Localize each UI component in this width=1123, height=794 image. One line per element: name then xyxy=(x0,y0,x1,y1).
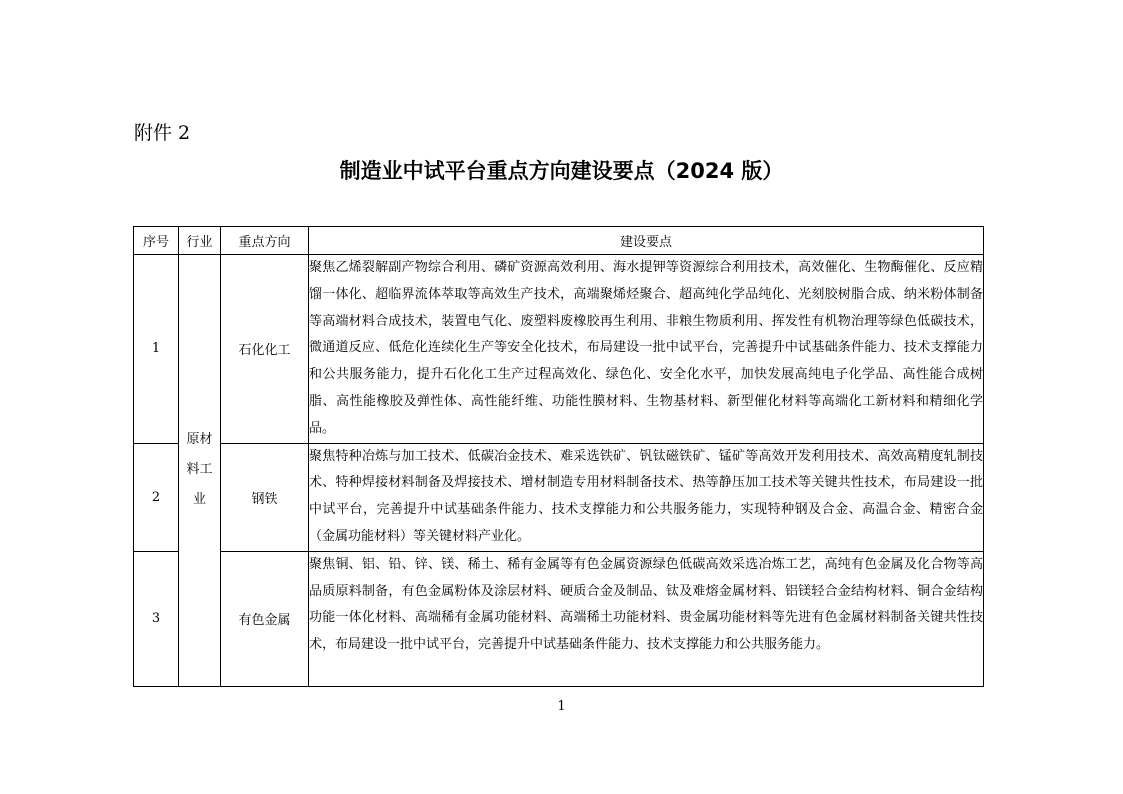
key-direction: 钢铁 xyxy=(221,443,309,551)
table-row xyxy=(134,551,984,686)
document-title: 制造业中试平台重点方向建设要点（2024 版） xyxy=(339,159,784,183)
table-row xyxy=(134,255,984,444)
column-header-no: 序号 xyxy=(134,227,179,255)
construction-points: 聚焦乙烯裂解副产物综合利用、磷矿资源高效利用、海水提钾等资源综合利用技术，高效催化、生物酶催化、反应精馏一体化、超临界流体萃取等高效生产技术，高端聚烯烃聚合、超高纯化学品纯化、光刻胶树脂合成、纳米粉体制备等高端材料合成技术，装置电气化、废塑料废橡胶再生利用、非粮生物质利用、挥发性有机物治理等绿色低碳技术，微通道反应、低危化连续化生产等安全化技术，布局建设一批中试平台，完善提升中试基础条件能力、技术支撑能力和公共服务能力，提升石化化工生产过程高效化、绿色化、安全化水平，加快发展高纯电子化学品、高性能合成树脂、高性能橡胶及弹性体、高性能纤维、功能性膜材料、生物基材料、新型催化材料等高端化工新材料和精细化学品。 xyxy=(309,255,984,444)
row-number: 1 xyxy=(134,255,179,444)
page-number: 1 xyxy=(557,699,566,714)
key-direction: 石化化工 xyxy=(221,255,309,444)
construction-points: 聚焦铜、铝、铅、锌、镁、稀土、稀有金属等有色金属资源绿色低碳高效采选冶炼工艺，高纯有色金属及化合物等高品质原料制备，有色金属粉体及涂层材料、硬质合金及制品、钛及难熔金属材料、铝镁轻合金结构材料、铜合金结构功能一体化材料、高端稀有金属功能材料、高端稀土功能材料、贵金属功能材料等先进有色金属材料制备关键共性技术，布局建设一批中试平台，完善提升中试基础条件能力、技术支撑能力和公共服务能力。 xyxy=(309,551,984,686)
row-number: 2 xyxy=(134,443,179,551)
table-row xyxy=(134,443,984,551)
attachment-label: 附件 2 xyxy=(134,122,191,144)
construction-points: 聚焦特种冶炼与加工技术、低碳冶金技术、难采选铁矿、钒钛磁铁矿、锰矿等高效开发利用技术、高效高精度轧制技术、特种焊接材料制备及焊接技术、增材制造专用材料制备技术、热等静压加工技术等关键共性技术，布局建设一批中试平台，完善提升中试基础条件能力、技术支撑能力和公共服务能力，实现特种钢及合金、高温合金、精密合金（金属功能材料）等关键材料产业化。 xyxy=(309,443,984,551)
column-header-points: 建设要点 xyxy=(309,227,984,255)
key-points-table xyxy=(133,226,984,687)
key-direction: 有色金属 xyxy=(221,551,309,686)
row-number: 3 xyxy=(134,551,179,686)
column-header-industry: 行业 xyxy=(179,227,221,255)
table-header-row xyxy=(134,227,984,255)
industry-label: 原材料工业 xyxy=(186,432,213,508)
column-header-direction: 重点方向 xyxy=(221,227,309,255)
industry-cell xyxy=(179,255,221,687)
